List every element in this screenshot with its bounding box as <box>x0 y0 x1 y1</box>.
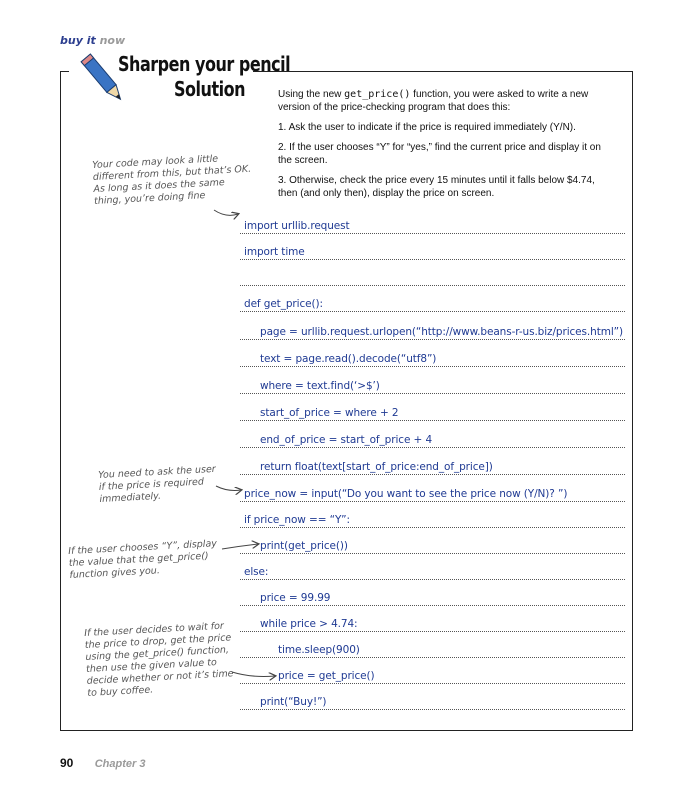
code-line <box>240 423 625 448</box>
header-section: now <box>99 34 126 47</box>
code-text: if price_now == “Y”: <box>244 514 350 526</box>
code-text: return float(text[start_of_price:end_of_price]) <box>260 461 493 473</box>
code-text: price = 99.99 <box>260 592 331 604</box>
code-line <box>240 477 625 502</box>
page-number: 90 <box>60 756 74 770</box>
code-text: import urllib.request <box>244 220 350 232</box>
header-book: buy it <box>60 34 96 47</box>
code-line <box>240 369 625 394</box>
code-text: print(get_price()) <box>260 540 348 552</box>
code-text: price_now = input(“Do you want to see the price now (Y/N)? ”) <box>244 488 568 500</box>
code-text: end_of_price = start_of_price + 4 <box>260 434 433 446</box>
code-text: time.sleep(900) <box>278 644 360 656</box>
code-text: price = get_price() <box>278 670 375 682</box>
code-text: page = urllib.request.urlopen(“http://www.beans-r-us.biz/prices.html”) <box>260 326 624 338</box>
instruction-step-1: 1. Ask the user to indicate if the price is required immediately (Y/N). <box>278 122 576 133</box>
code-line <box>240 503 625 528</box>
note-wait-for-drop: If the user decides to wait for the price to drop, get the price using the get_price() function, then use the given value to decide whether or not it’s time to buy coffee. <box>84 620 234 699</box>
note-code-may-differ: Your code may look a little different from this, but that’s OK. As long as it does the same thing, you’re doing fine <box>92 153 252 207</box>
code-line <box>240 209 625 234</box>
code-text: text = page.read().decode(“utf8”) <box>260 353 437 365</box>
page-footer <box>60 756 145 770</box>
code-line <box>240 555 625 580</box>
code-line <box>240 581 625 606</box>
code-line <box>240 261 625 286</box>
code-text: def get_price(): <box>244 298 323 310</box>
code-line <box>240 607 625 632</box>
code-line <box>240 396 625 421</box>
code-line <box>240 315 625 340</box>
code-text: else: <box>244 566 269 578</box>
note-ask-user: You need to ask the user if the price is required immediately. <box>98 463 216 505</box>
code-line <box>240 659 625 684</box>
note-display-value: If the user chooses “Y”, display the value that the get_price() function gives you. <box>68 538 218 581</box>
code-text: start_of_price = where + 2 <box>260 407 399 419</box>
instruction-step-2: 2. If the user chooses “Y” for “yes,” find the current price and display it on the screen. <box>278 142 601 166</box>
code-line <box>240 450 625 475</box>
chapter-label: Chapter 3 <box>94 758 146 770</box>
code-text: while price > 4.74: <box>260 618 358 630</box>
intro-text-2: function, you were asked to write a new version of the price-checking program that does this: <box>278 89 589 113</box>
instructions-intro <box>278 88 608 114</box>
code-text: import time <box>244 246 305 258</box>
code-line <box>240 235 625 260</box>
code-line <box>240 342 625 367</box>
intro-code: get_price() <box>344 89 411 100</box>
sharpen-title: Sharpen your pencil <box>118 52 291 76</box>
code-line <box>240 287 625 312</box>
code-line <box>240 633 625 658</box>
code-text: print(“Buy!”) <box>260 696 327 708</box>
intro-text-1: Using the new <box>278 89 345 100</box>
code-line <box>240 685 625 710</box>
code-text: where = text.find(‘>$’) <box>260 380 380 392</box>
code-line <box>240 529 625 554</box>
solution-title: Solution <box>174 77 246 101</box>
running-header <box>60 34 125 47</box>
instruction-step-3: 3. Otherwise, check the price every 15 minutes until it falls below $4.74, then (and only then), display the price on screen. <box>278 175 595 199</box>
